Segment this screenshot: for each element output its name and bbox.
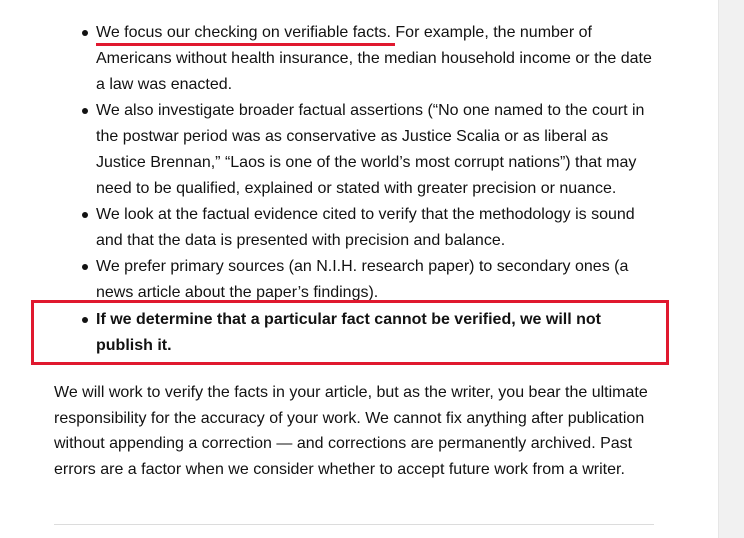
list-item: We look at the factual evidence cited to verify that the methodology is sound and that the data is presented with precision and balance. bbox=[0, 202, 656, 254]
list-item-unverifiable-fact-policy: If we determine that a particular fact cannot be verified, we will not publish it. bbox=[0, 307, 656, 359]
vertical-scrollbar[interactable] bbox=[718, 0, 744, 538]
writer-responsibility-paragraph: We will work to verify the facts in your article, but as the writer, you bear the ultimate responsibility for the accuracy of your work. We cannot fix anything after publication without appending a correction — and corrections are permanently archived. Past errors are a factor when we consider whether to accept future work from a writer. bbox=[54, 384, 648, 478]
list-item: We focus our checking on verifiable facts. For example, the number of Americans without health insurance, the median household income or the date a law was enacted. bbox=[0, 20, 656, 98]
red-underline-annotation bbox=[96, 43, 395, 46]
section-divider bbox=[54, 524, 654, 525]
list-item: We prefer primary sources (an N.I.H. research paper) to secondary ones (a news article about the paper’s findings). bbox=[0, 254, 656, 306]
list-item: We also investigate broader factual assertions (“No one named to the court in the postwar period was as conservative as Justice Scalia or as liberal as Justice Brennan,” “Laos is one of the world’s most corrupt nations”) that may need to be qualified, explained or stated with greater precision or nuance. bbox=[0, 98, 656, 202]
red-highlight-box-annotation bbox=[31, 300, 669, 365]
